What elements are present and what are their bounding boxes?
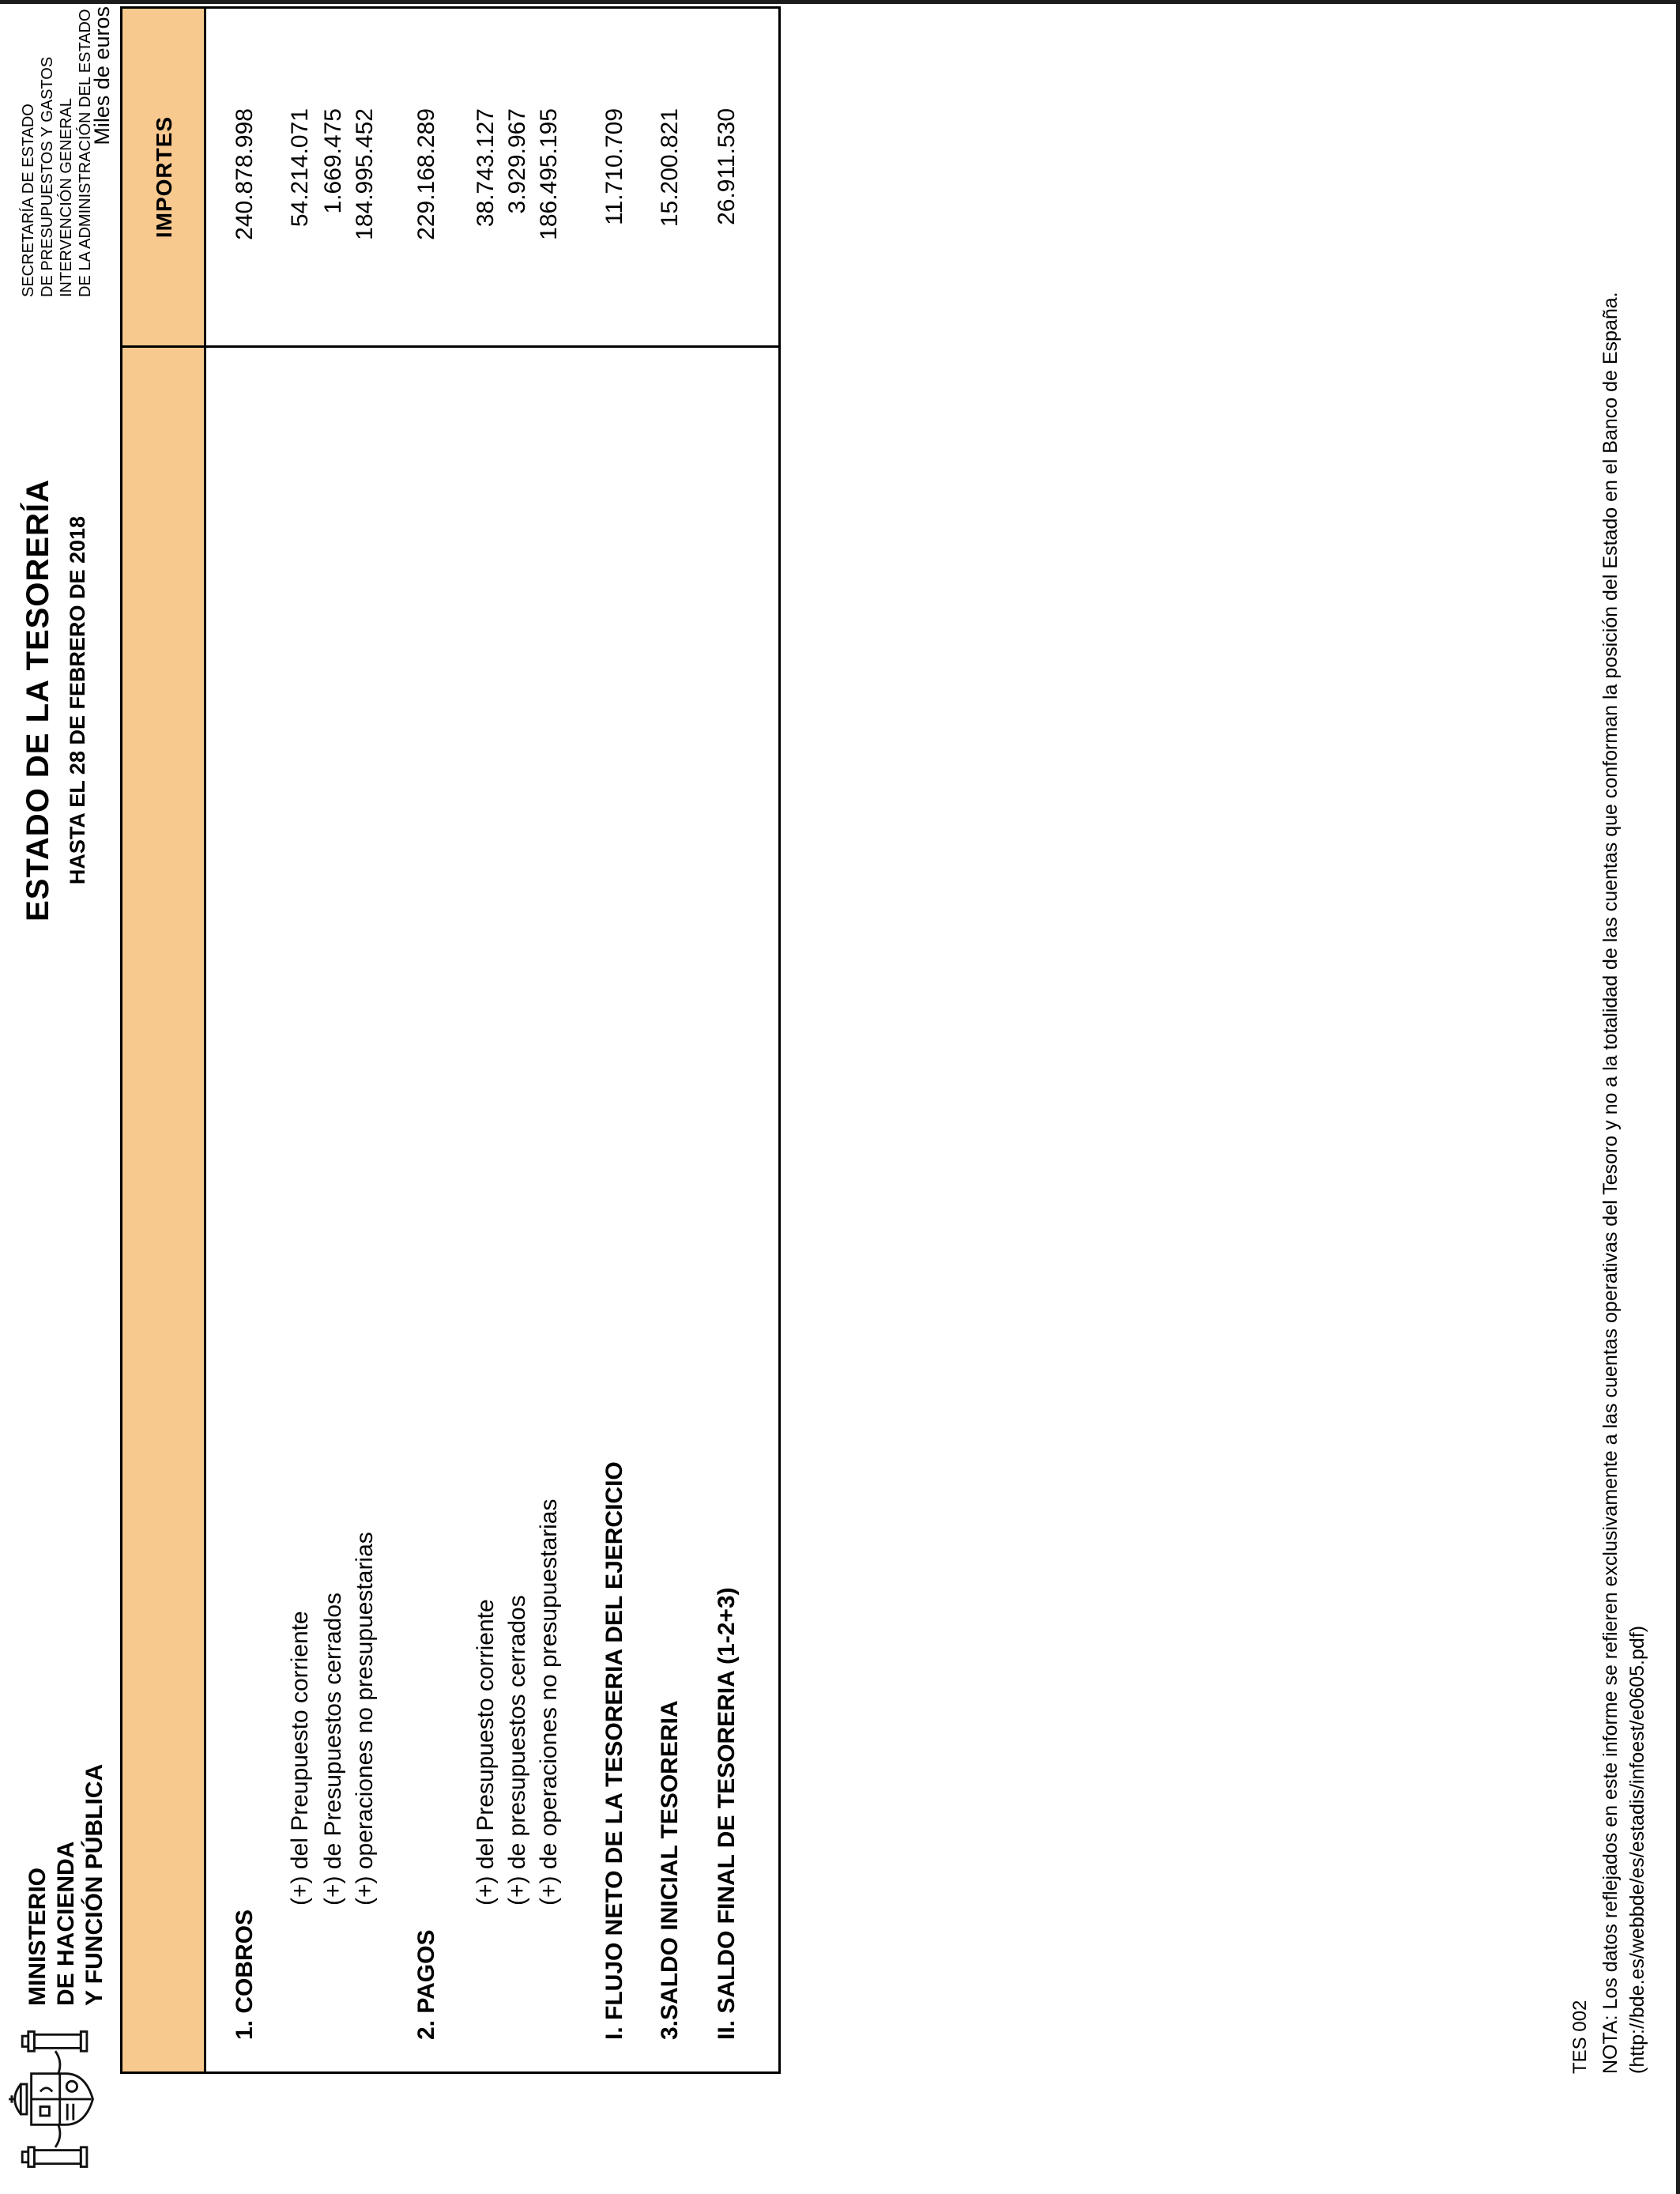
table-row [601, 9, 636, 2071]
row-label: (+) del Preupuesto corriente [287, 1611, 313, 1906]
row-label: (+) de Presupuestos cerrados [320, 1592, 346, 1906]
row-value: 3.929.967 [504, 108, 530, 214]
row-value: 240.878.998 [232, 108, 258, 240]
table-row [320, 9, 355, 2071]
table-row [232, 9, 266, 2071]
row-value: 1.669.475 [320, 108, 346, 214]
row-value: 54.214.071 [287, 108, 313, 228]
row-label: (+) de operaciones no presupuestarias [536, 1498, 562, 1906]
row-value: 229.168.289 [413, 108, 439, 240]
table-row [657, 9, 691, 2071]
row-value: 186.495.195 [536, 108, 562, 240]
ministry-line-2: DE HACIENDA [53, 1841, 79, 2006]
row-value: 26.911.530 [714, 108, 740, 225]
table-row [473, 9, 507, 2071]
spain-coat-of-arms-logo [8, 2024, 103, 2174]
page-subtitle: HASTA EL 28 DE FEBRERO DE 2018 [66, 515, 89, 885]
title-block [21, 273, 90, 1127]
ministry-line-1: MINISTERIO [24, 1867, 51, 2006]
row-label: 3.SALDO INICIAL TESORERIA [657, 1700, 683, 2040]
row-label: (+) operaciones no presupuestarias [352, 1532, 378, 1906]
secretariat-line-2: DE PRESUPUESTOS Y GASTOS [39, 56, 56, 297]
form-code: TES 002 [1569, 2000, 1591, 2074]
ministry-line-3: Y FUNCIÓN PÚBLICA [81, 1763, 107, 2006]
table-row [352, 9, 386, 2071]
row-label: (+) del Presupuesto corriente [473, 1599, 499, 1906]
row-value: 184.995.452 [352, 108, 378, 240]
secretariat-line-3: INTERVENCIÓN GENERAL [58, 98, 75, 297]
table-row [504, 9, 539, 2071]
units-note: Miles de euros [90, 6, 114, 145]
footer-note-line-2: (http://bde.es/webbde/es/estadis/infoest/e0605.pdf) [1626, 1625, 1648, 2074]
footer-note-line-1: NOTA: Los datos reflejados en este informe se refieren exclusivamente a las cuentas operativas del Tesoro y no a la totalidad de las cuentas que conforman la posición del Estado en el Banco de España. [1599, 292, 1622, 2074]
ministry-name [24, 1764, 109, 2006]
coat-of-arms-icon [8, 2024, 103, 2174]
secretariat-block [19, 9, 95, 297]
secretariat-line-1: SECRETARÍA DE ESTADO [20, 104, 37, 297]
importes-column-header: IMPORTES [152, 115, 176, 239]
row-value: 15.200.821 [657, 108, 683, 228]
page-title: ESTADO DE LA TESORERÍA [21, 479, 55, 922]
row-label: I. FLUJO NETO DE LA TESORERIA DEL EJERCICIO [601, 1461, 627, 2040]
row-label: 1. COBROS [232, 1909, 258, 2040]
secretariat-line-4: DE LA ADMINISTRACIÓN DEL ESTADO [77, 9, 94, 297]
table-row [413, 9, 448, 2071]
row-label: 2. PAGOS [413, 1929, 439, 2040]
table-row [287, 9, 322, 2071]
row-label: (+) de presupuestos cerrados [504, 1595, 530, 1906]
table-row [714, 9, 748, 2071]
treasury-table [120, 6, 781, 2074]
row-label: II. SALDO FINAL DE TESORERIA (1-2+3) [714, 1587, 740, 2040]
table-row [536, 9, 571, 2071]
row-value: 38.743.127 [473, 108, 499, 228]
row-value: 11.710.709 [601, 108, 627, 225]
